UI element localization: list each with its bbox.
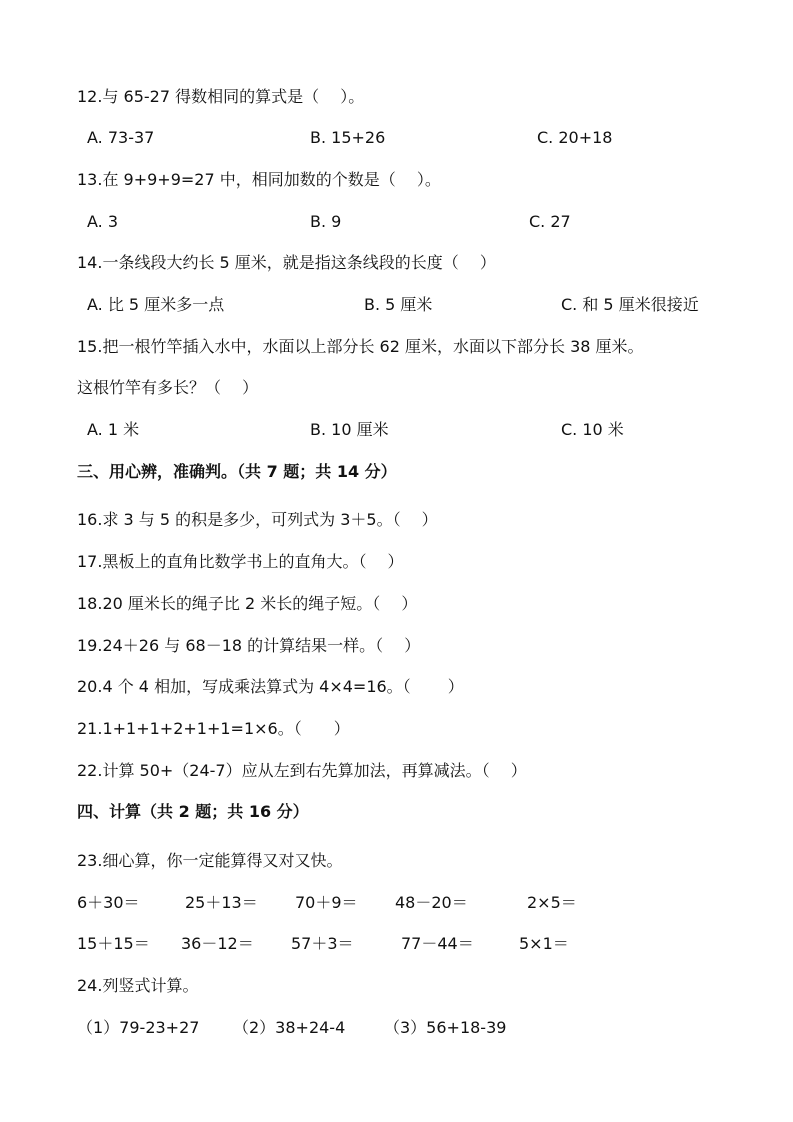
question-14-option-c: C. 和 5 厘米很接近 <box>561 295 699 314</box>
question-15-option-a: A. 1 米 <box>87 420 140 439</box>
calc-item: 6＋30＝ <box>77 893 140 912</box>
question-13-option-a: A. 3 <box>87 212 119 231</box>
question-12-option-a: A. 73-37 <box>87 128 155 147</box>
vertical-calc-item-1: （1）79-23+27 <box>77 1018 200 1037</box>
question-13-stem: 13.在 9+9+9=27 中，相同加数的个数是（ ）。 <box>77 170 441 189</box>
vertical-calc-item-3: （3）56+18-39 <box>384 1018 507 1037</box>
question-24-stem: 24.列竖式计算。 <box>77 976 199 995</box>
calc-item: 25＋13＝ <box>185 893 258 912</box>
question-14-option-b: B. 5 厘米 <box>364 295 433 314</box>
question-14-option-a: A. 比 5 厘米多一点 <box>87 295 225 314</box>
question-12-option-b: B. 15+26 <box>310 128 386 147</box>
question-15-stem-line1: 15.把一根竹竿插入水中，水面以上部分长 62 厘米，水面以下部分长 38 厘米。 <box>77 337 644 356</box>
calc-item: 77－44＝ <box>401 934 474 953</box>
question-19: 19.24＋26 与 68－18 的计算结果一样。（ ） <box>77 636 421 655</box>
question-12-option-c: C. 20+18 <box>537 128 613 147</box>
question-23-stem: 23.细心算，你一定能算得又对又快。 <box>77 851 343 870</box>
section-4-heading: 四、计算（共 2 题；共 16 分） <box>77 802 309 821</box>
calc-item: 70＋9＝ <box>295 893 358 912</box>
question-17: 17.黑板上的直角比数学书上的直角大。（ ） <box>77 552 404 571</box>
calc-item: 48－20＝ <box>395 893 468 912</box>
calc-item: 36－12＝ <box>181 934 254 953</box>
question-13-option-c: C. 27 <box>529 212 571 231</box>
calc-item: 57＋3＝ <box>291 934 354 953</box>
question-16: 16.求 3 与 5 的积是多少，可列式为 3＋5。（ ） <box>77 510 438 529</box>
question-22: 22.计算 50+（24-7）应从左到右先算加法，再算减法。（ ） <box>77 761 527 780</box>
calc-item: 5×1＝ <box>519 934 569 953</box>
question-20: 20.4 个 4 相加，写成乘法算式为 4×4=16。（ ） <box>77 677 464 696</box>
question-21: 21.1+1+1+2+1+1=1×6。（ ） <box>77 719 350 738</box>
question-13-option-b: B. 9 <box>310 212 342 231</box>
vertical-calc-item-2: （2）38+24-4 <box>233 1018 346 1037</box>
section-3-heading: 三、用心辨，准确判。（共 7 题；共 14 分） <box>77 462 397 481</box>
question-14-stem: 14.一条线段大约长 5 厘米，就是指这条线段的长度（ ） <box>77 253 496 272</box>
question-12-stem: 12.与 65-27 得数相同的算式是（ ）。 <box>77 87 365 106</box>
calc-item: 15＋15＝ <box>77 934 150 953</box>
question-15-option-b: B. 10 厘米 <box>310 420 389 439</box>
calc-item: 2×5＝ <box>527 893 577 912</box>
question-15-option-c: C. 10 米 <box>561 420 624 439</box>
question-18: 18.20 厘米长的绳子比 2 米长的绳子短。（ ） <box>77 594 418 613</box>
question-15-stem-line2: 这根竹竿有多长？（ ） <box>77 378 259 397</box>
